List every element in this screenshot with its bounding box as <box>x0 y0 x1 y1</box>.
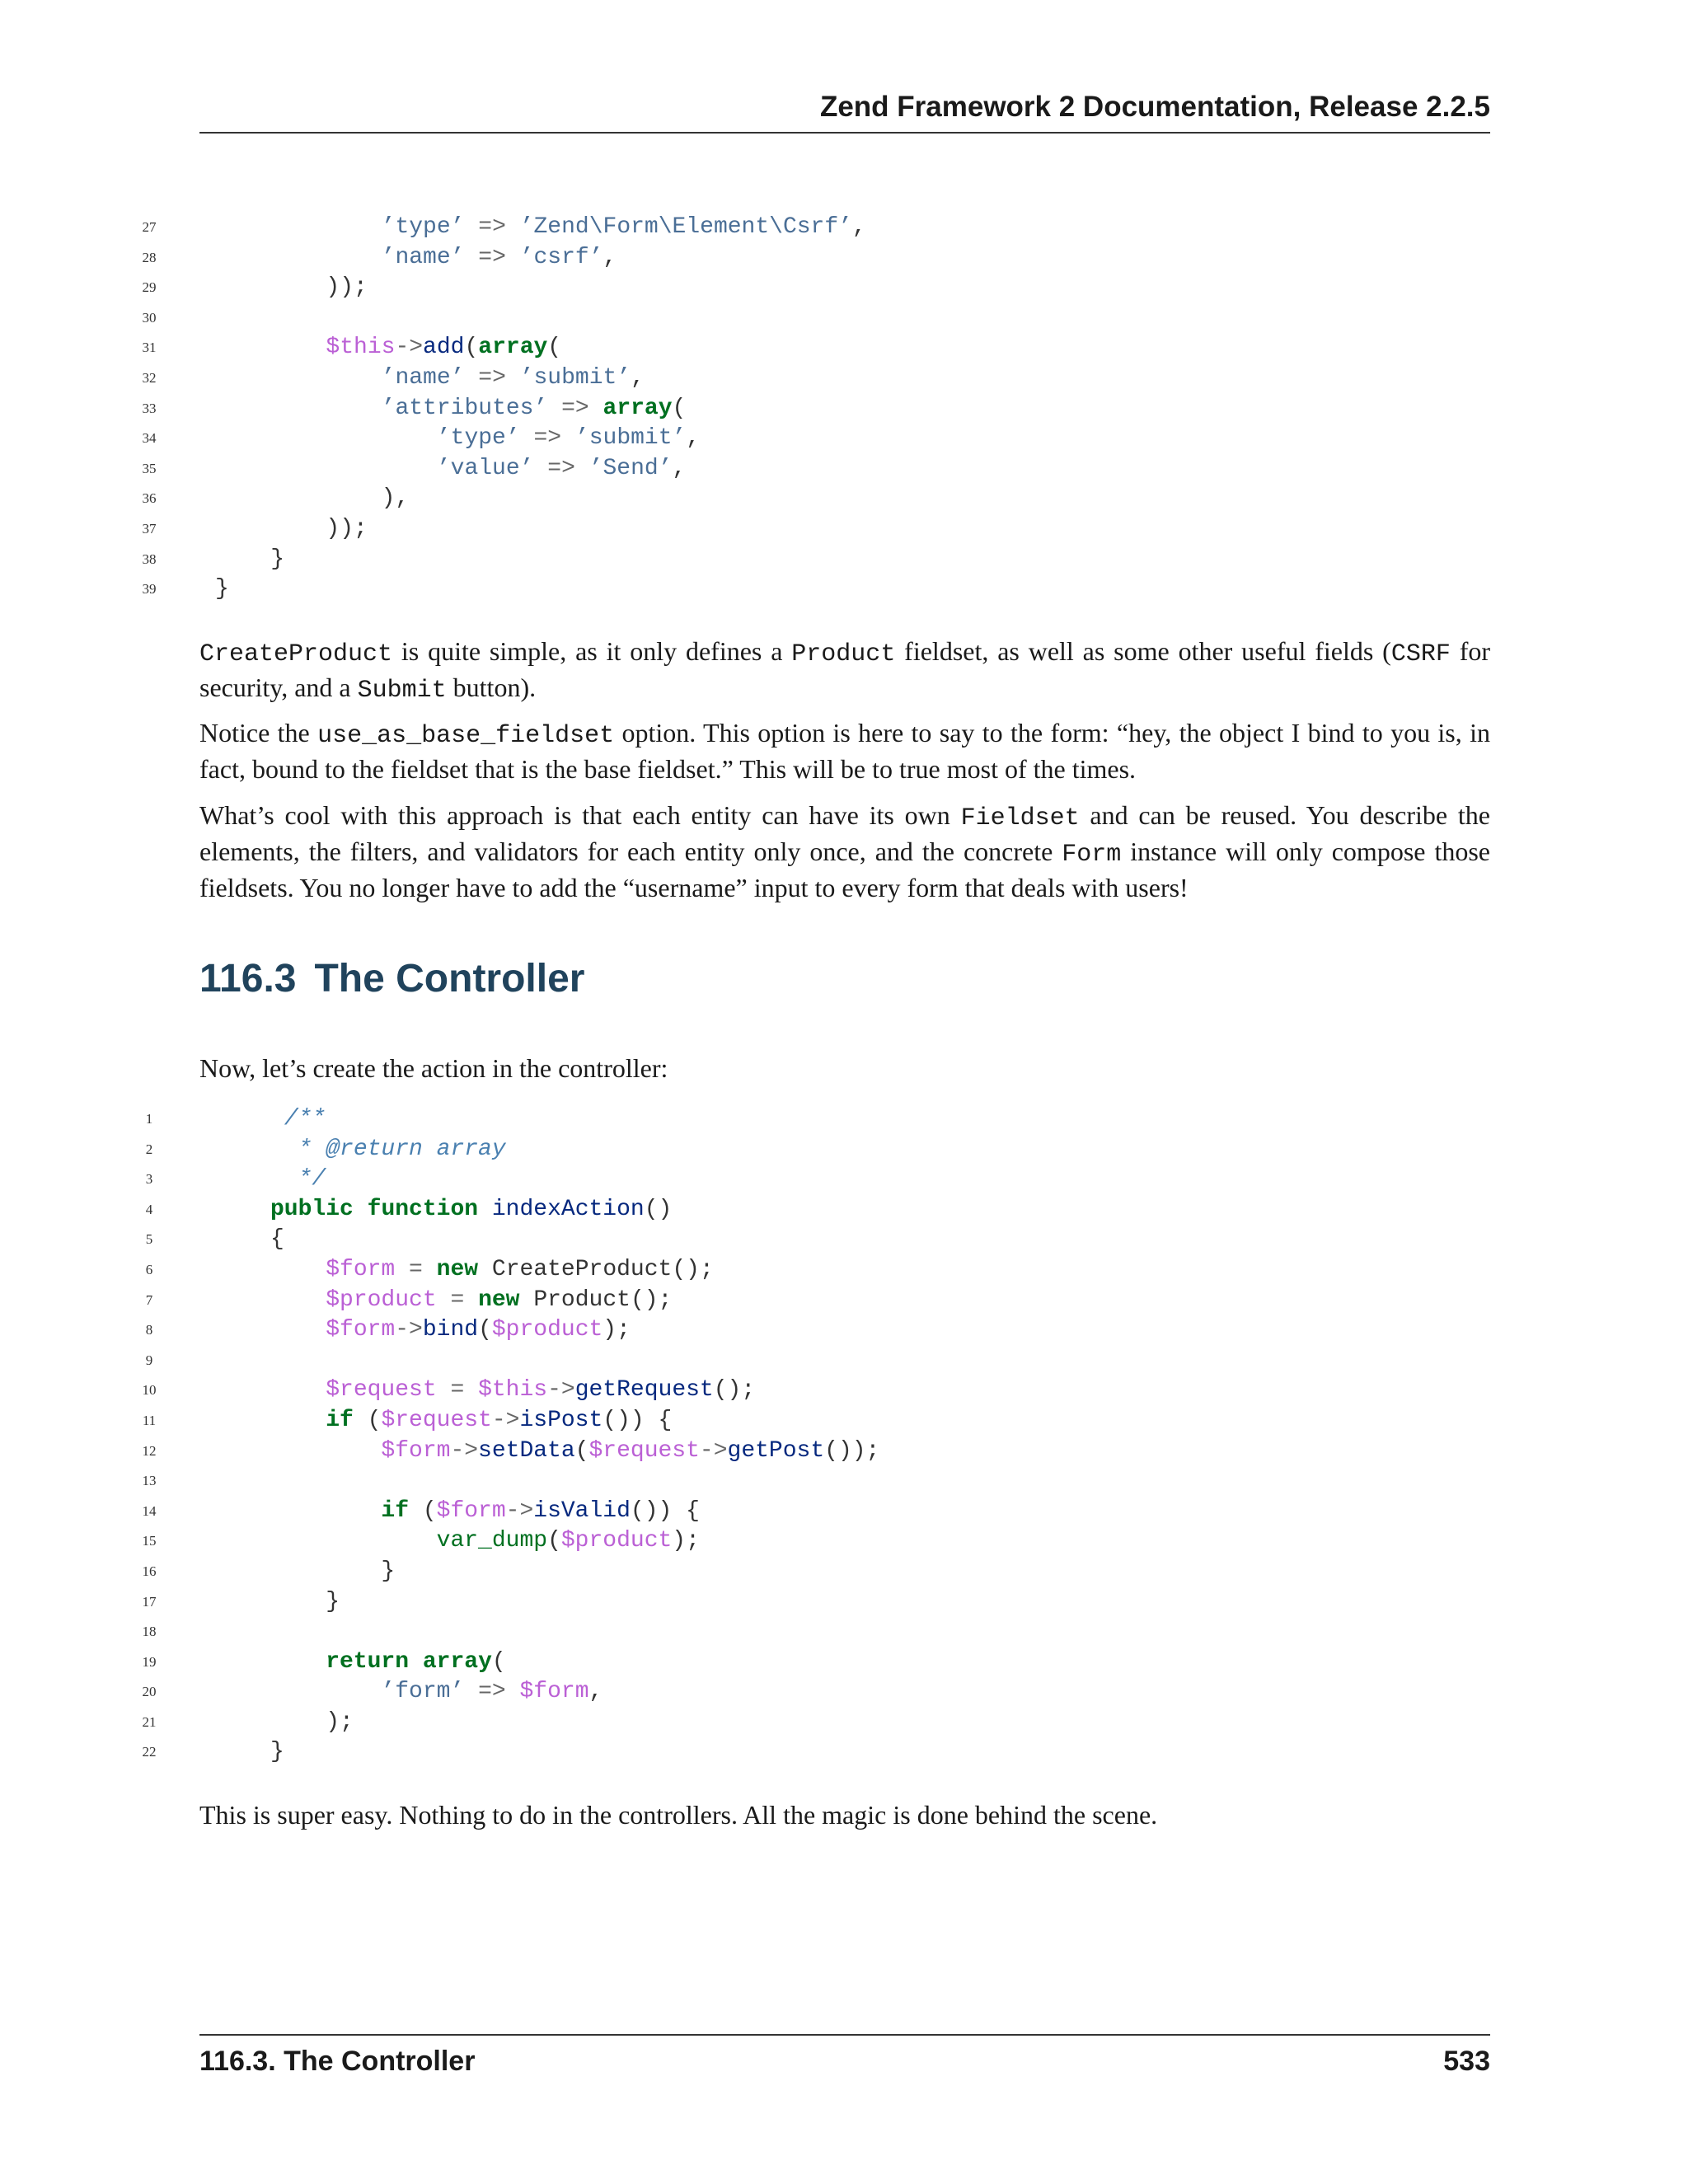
line-number: 4 <box>145 1201 153 1217</box>
line-number: 1 <box>145 1111 153 1127</box>
code-line <box>132 454 1492 485</box>
section-heading <box>199 956 584 1001</box>
running-footer <box>199 2034 1490 2078</box>
code-text: * @return array <box>298 1136 506 1162</box>
code-text: $request = $this->getRequest(); <box>326 1377 756 1404</box>
line-number: 34 <box>142 430 157 447</box>
code-line <box>132 1225 1492 1255</box>
code-line <box>132 303 1492 334</box>
code-text: ’type’ => ’Zend\Form\Element\Csrf’, <box>381 214 866 240</box>
line-number: 35 <box>142 460 157 476</box>
code-line <box>132 1195 1492 1226</box>
code-line <box>132 514 1492 545</box>
code-line <box>132 1255 1492 1286</box>
code-text: public function indexAction() <box>270 1196 673 1222</box>
line-number: 2 <box>145 1141 153 1157</box>
code-line <box>132 1315 1492 1346</box>
code-line <box>132 1346 1492 1376</box>
line-number: 10 <box>142 1382 157 1399</box>
code-text: ’name’ => ’submit’, <box>381 364 645 391</box>
paragraph-reuse: What’s cool with this approach is that each entity can have its own Fieldset and can be reused. You describe the elements, the filters, and validators for each entity only once, and the concrete Form instance will only compose those fieldsets. You no longer have to add the “username” input to every form that deals with users! <box>199 800 1491 902</box>
code-text: $this->add(array( <box>326 335 562 361</box>
line-number: 36 <box>142 490 157 507</box>
line-number: 3 <box>145 1171 153 1188</box>
code-line <box>132 213 1492 243</box>
inline-code-product: Product <box>791 640 896 668</box>
line-number: 28 <box>142 249 157 265</box>
code-text: ’type’ => ’submit’, <box>436 425 701 452</box>
code-line <box>132 333 1492 363</box>
line-number: 29 <box>142 279 157 296</box>
line-number: 13 <box>142 1473 157 1489</box>
paragraph-base-fieldset: Notice the use_as_base_fieldset option. This option is here to say to the form: “hey, the object I bind to you is, in fact, bound to the fieldset that is the base fieldset.” This will be to true most of the times. <box>199 718 1491 784</box>
code-line <box>132 1587 1492 1618</box>
line-number: 9 <box>145 1352 153 1368</box>
code-text: } <box>270 546 285 572</box>
line-number: 7 <box>145 1291 153 1308</box>
line-number: 20 <box>142 1684 157 1700</box>
code-text: ’name’ => ’csrf’, <box>381 244 617 270</box>
code-block-form-class <box>132 213 1492 605</box>
code-line <box>132 424 1492 454</box>
running-header <box>199 91 1490 134</box>
code-text: ’attributes’ => array( <box>381 395 687 421</box>
code-line <box>132 1526 1492 1557</box>
line-number: 11 <box>142 1412 157 1428</box>
line-number: 12 <box>142 1442 157 1459</box>
code-line <box>132 1406 1492 1436</box>
line-number: 27 <box>142 219 157 235</box>
code-line <box>132 1436 1492 1467</box>
code-line <box>132 1135 1492 1165</box>
line-number: 8 <box>145 1322 153 1338</box>
inline-code-submit: Submit <box>357 677 447 705</box>
code-line <box>132 394 1492 424</box>
code-text: } <box>215 576 229 602</box>
code-text: } <box>326 1588 340 1615</box>
line-number: 30 <box>142 309 157 326</box>
line-number: 14 <box>142 1502 157 1519</box>
code-line <box>132 1647 1492 1678</box>
line-number: 6 <box>145 1261 153 1277</box>
code-line <box>132 484 1492 514</box>
code-line <box>132 1286 1492 1316</box>
code-block-controller <box>132 1104 1492 1768</box>
code-line <box>132 1497 1492 1527</box>
code-text: } <box>381 1558 396 1584</box>
line-number: 22 <box>142 1744 157 1760</box>
line-number: 37 <box>142 520 157 537</box>
code-line <box>132 1737 1492 1768</box>
line-number: 16 <box>142 1563 157 1579</box>
inline-code-fieldset: Fieldset <box>960 804 1080 832</box>
code-line <box>132 363 1492 394</box>
code-line <box>132 1466 1492 1497</box>
code-line <box>132 1376 1492 1406</box>
line-number: 19 <box>142 1653 157 1670</box>
code-text: ); <box>326 1708 354 1735</box>
paragraph-intro-controller: Now, let’s create the action in the controller: <box>199 1053 668 1083</box>
inline-code-use-as-base-fieldset: use_as_base_fieldset <box>317 722 615 750</box>
code-text: $product = new Product(); <box>326 1286 673 1313</box>
line-number: 21 <box>142 1713 157 1730</box>
inline-code-csrf: CSRF <box>1390 640 1451 668</box>
code-text: ), <box>381 485 410 512</box>
code-text: $form->setData($request->getPost()); <box>381 1437 880 1464</box>
code-line <box>132 1617 1492 1647</box>
code-line <box>132 1557 1492 1587</box>
section-number: 116.3 <box>199 957 297 1001</box>
page-number: 533 <box>1443 2046 1490 2077</box>
header-title: Zend Framework 2 Documentation, Release 2.2.5 <box>819 91 1490 123</box>
line-number: 39 <box>142 581 157 598</box>
inline-code-form: Form <box>1062 841 1122 869</box>
code-text: )); <box>326 274 368 301</box>
code-text: } <box>270 1739 284 1765</box>
line-number: 5 <box>145 1231 153 1248</box>
code-line <box>132 545 1492 575</box>
section-title-text: The Controller <box>314 957 585 1001</box>
line-number: 33 <box>142 400 157 416</box>
line-number: 15 <box>142 1533 157 1549</box>
code-line <box>132 1708 1492 1738</box>
line-number: 17 <box>142 1593 157 1610</box>
code-text: { <box>270 1226 284 1253</box>
code-text: ’form’ => $form, <box>381 1679 603 1705</box>
code-text: )); <box>326 515 368 541</box>
code-text: if ($form->isValid()) { <box>381 1497 700 1524</box>
code-line <box>132 243 1492 274</box>
code-line <box>132 574 1492 605</box>
line-number: 32 <box>142 369 157 386</box>
code-text: var_dump($product); <box>436 1528 700 1554</box>
paragraph-createproduct: CreateProduct is quite simple, as it only defines a Product fieldset, as well as some other useful fields (CSRF for security, and a Submit button). <box>199 636 1491 705</box>
code-text: if ($request->isPost()) { <box>326 1407 673 1433</box>
code-line <box>132 1104 1492 1135</box>
paragraph-conclusion: This is super easy. Nothing to do in the controllers. All the magic is done behind the scene. <box>199 1800 1158 1830</box>
code-line <box>132 1677 1492 1708</box>
line-number: 31 <box>142 340 157 356</box>
code-text: ’value’ => ’Send’, <box>436 455 687 481</box>
code-line <box>132 1165 1492 1195</box>
code-line <box>132 273 1492 303</box>
code-text: $form->bind($product); <box>326 1317 631 1343</box>
footer-section: 116.3. The Controller <box>199 2046 476 2077</box>
inline-code-createproduct: CreateProduct <box>199 640 393 668</box>
line-number: 38 <box>142 551 157 567</box>
code-text: /** <box>284 1106 326 1132</box>
line-number: 18 <box>142 1624 157 1640</box>
code-text: */ <box>298 1166 326 1193</box>
code-text: $form = new CreateProduct(); <box>326 1256 714 1282</box>
code-text: return array( <box>326 1648 506 1675</box>
